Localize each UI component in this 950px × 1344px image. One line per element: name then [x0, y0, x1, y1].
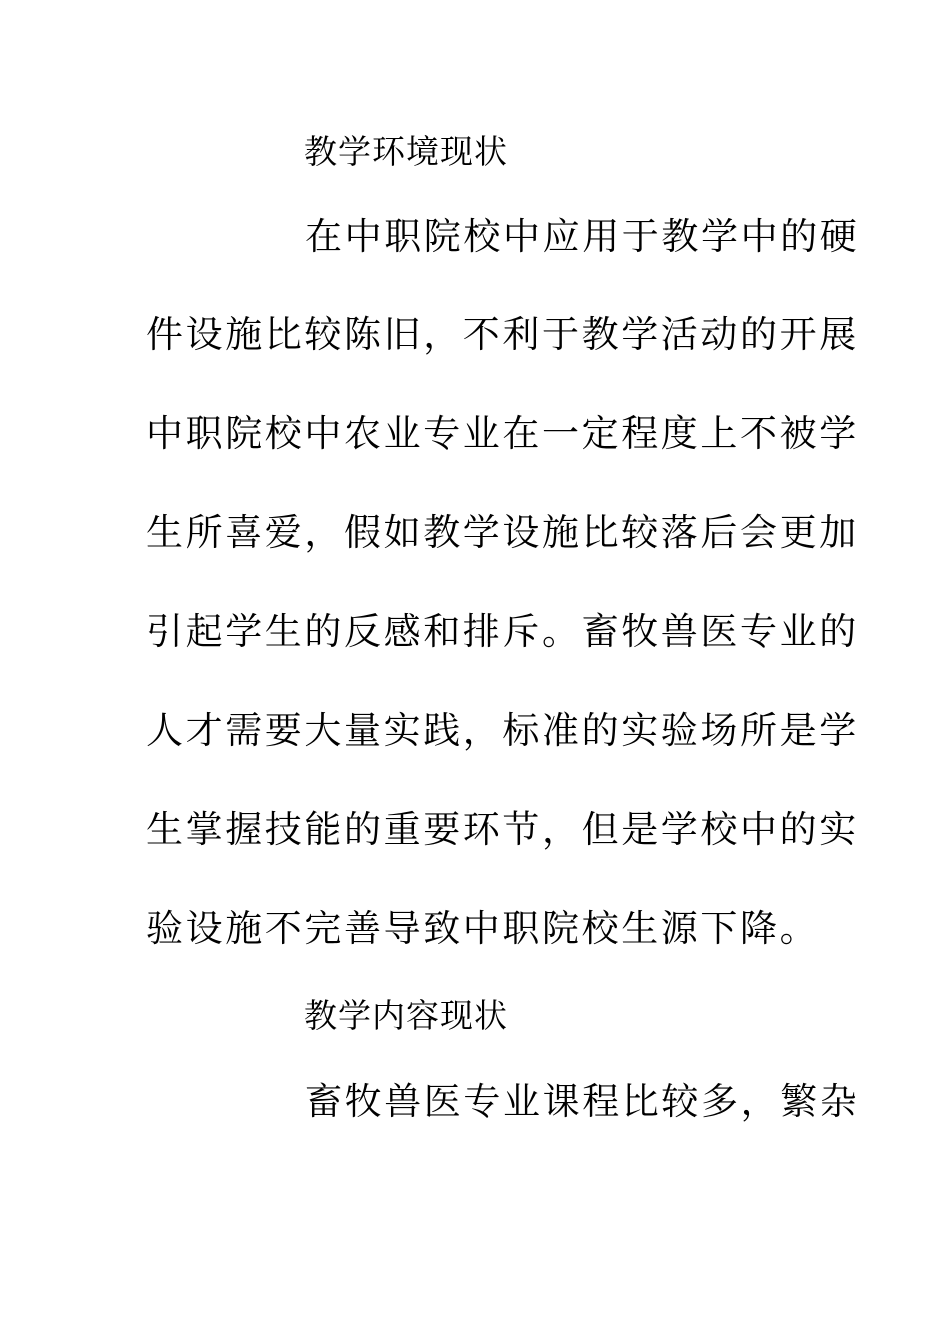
paragraph-line: 验设施不完善导致中职院校生源下降。 — [146, 907, 820, 950]
paragraph-line: 畜牧兽医专业课程比较多，繁杂 — [305, 1080, 860, 1123]
paragraph-line: 人才需要大量实践，标准的实验场所是学 — [146, 709, 859, 752]
paragraph-line: 生掌握技能的重要环节，但是学校中的实 — [146, 808, 859, 851]
paragraph-line: 在中职院校中应用于教学中的硬 — [305, 215, 860, 258]
paragraph-line: 生所喜爱，假如教学设施比较落后会更加 — [146, 511, 859, 554]
section-heading-teaching-environment: 教学环境现状 — [304, 132, 508, 171]
paragraph-line: 中职院校中农业专业在一定程度上不被学 — [146, 412, 859, 455]
section-heading-teaching-content: 教学内容现状 — [304, 996, 508, 1035]
paragraph-line: 引起学生的反感和排斥。畜牧兽医专业的 — [146, 610, 859, 653]
paragraph-line: 件设施比较陈旧，不利于教学活动的开展 — [146, 313, 859, 356]
